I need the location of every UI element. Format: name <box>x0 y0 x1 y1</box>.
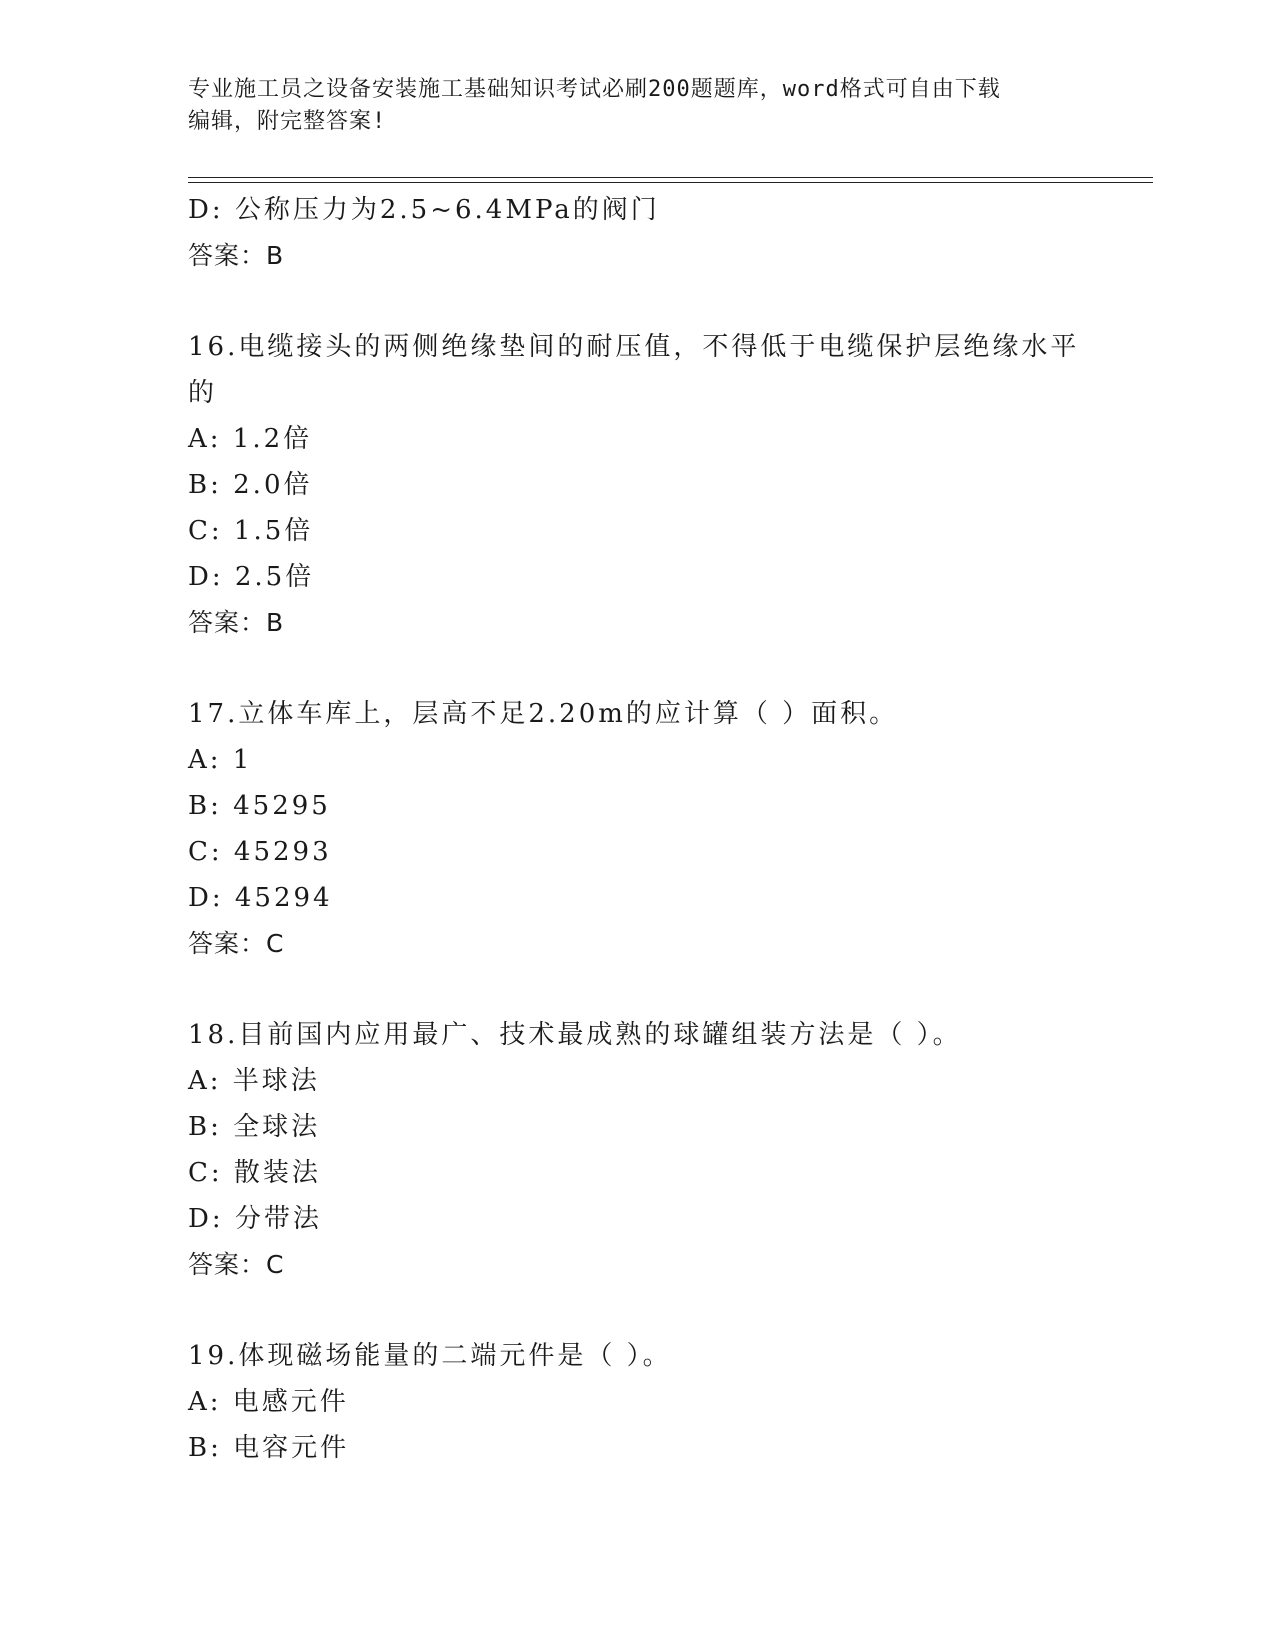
question-16-title-line-2: 的 <box>188 378 218 408</box>
question-19-title: 19.体现磁场能量的二端元件是（ ）。 <box>188 1341 672 1371</box>
question-17 <box>188 691 1088 967</box>
question-15-answer: 答案：B <box>188 241 285 270</box>
question-16-option-c: C: 1.5倍 <box>188 516 314 546</box>
question-17-title: 17.立体车库上，层高不足2.20m的应计算（ ）面积。 <box>188 699 899 729</box>
question-18-answer: 答案：C <box>188 1250 285 1279</box>
question-16-option-b: B: 2.0倍 <box>188 470 313 500</box>
spacer <box>188 279 1088 324</box>
question-16-option-d: D: 2.5倍 <box>188 562 315 592</box>
header-title-line-1: 专业施工员之设备安装施工基础知识考试必刷200题题库，word格式可自由下载 <box>188 77 1001 102</box>
header-title-line-2: 编辑，附完整答案! <box>188 109 387 134</box>
question-18-option-d: D: 分带法 <box>188 1204 322 1234</box>
spacer <box>188 1288 1088 1333</box>
header-divider-top <box>188 177 1153 178</box>
document-body <box>188 187 1088 1471</box>
question-16-option-a: A: 1.2倍 <box>188 424 313 454</box>
question-18-title: 18.目前国内应用最广、技术最成熟的球罐组装方法是（ ）。 <box>188 1020 962 1050</box>
question-16-title-line-1: 16.电缆接头的两侧绝缘垫间的耐压值，不得低于电缆保护层绝缘水平 <box>188 332 1080 362</box>
question-18 <box>188 1012 1088 1288</box>
question-16-answer: 答案：B <box>188 608 285 637</box>
question-17-option-b: B: 45295 <box>188 791 331 821</box>
question-17-option-a: A: 1 <box>188 745 253 775</box>
spacer <box>188 967 1088 1012</box>
header-divider-bottom <box>188 182 1153 183</box>
question-17-option-d: D: 45294 <box>188 883 333 913</box>
spacer <box>188 646 1088 691</box>
question-17-answer: 答案：C <box>188 929 285 958</box>
question-19-option-a: A: 电感元件 <box>188 1387 349 1417</box>
question-19 <box>188 1333 1088 1471</box>
question-18-option-a: A: 半球法 <box>188 1066 320 1096</box>
document-header <box>188 74 1088 138</box>
question-17-option-c: C: 45293 <box>188 837 332 867</box>
question-19-option-b: B: 电容元件 <box>188 1433 350 1463</box>
question-18-option-c: C: 散装法 <box>188 1158 321 1188</box>
question-16 <box>188 324 1088 646</box>
question-15-option-d: D: 公称压力为2.5~6.4MPa的阀门 <box>188 195 660 225</box>
question-18-option-b: B: 全球法 <box>188 1112 321 1142</box>
